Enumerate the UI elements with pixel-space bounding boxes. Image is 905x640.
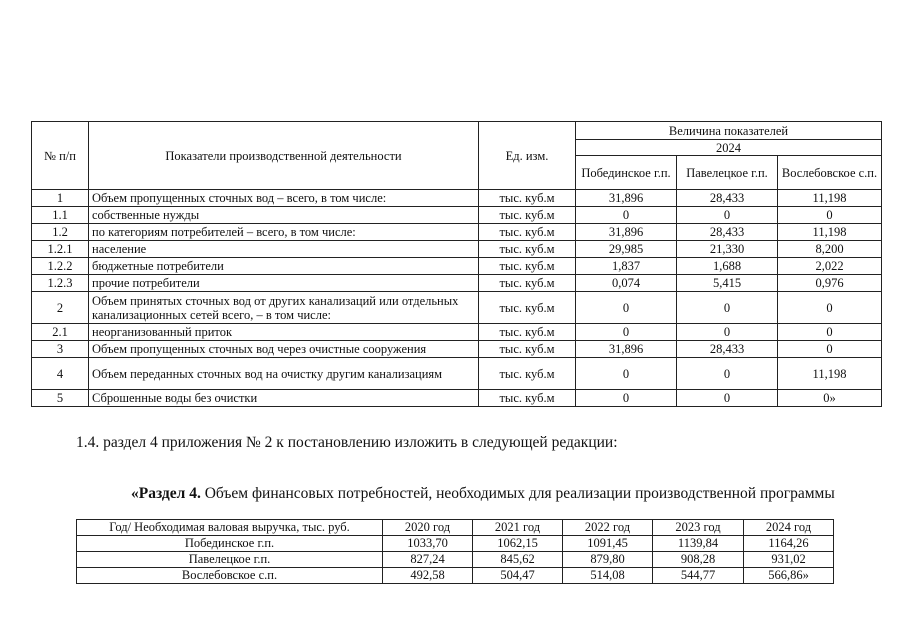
table-row: [32, 190, 882, 207]
row-value-voslebovskoe: 0»: [778, 390, 882, 407]
row-value-paveletskoe: 28,433: [677, 190, 778, 207]
row-value-pobedinskoe: 0: [576, 358, 677, 390]
table-row: [32, 241, 882, 258]
revenue-value: 504,47: [473, 568, 563, 584]
settlement-name: Вослебовское с.п.: [77, 568, 383, 584]
row-num: 1.2.2: [32, 258, 89, 275]
revenue-value: 845,62: [473, 552, 563, 568]
revenue-value: 908,28: [653, 552, 744, 568]
row-num: 1.1: [32, 207, 89, 224]
row-num: 1.2.1: [32, 241, 89, 258]
revenue-value: 1091,45: [563, 536, 653, 552]
row-value-paveletskoe: 28,433: [677, 341, 778, 358]
row-unit: тыс. куб.м: [479, 324, 576, 341]
revenue-value: 1062,15: [473, 536, 563, 552]
row-value-paveletskoe: 28,433: [677, 224, 778, 241]
row-indicator: Объем принятых сточных вод от других канализаций или отдельных канализационных сетей всего, – в том числе:: [89, 292, 479, 324]
revenue-value: 1164,26: [744, 536, 834, 552]
table-row: [32, 258, 882, 275]
row-value-voslebovskoe: 0: [778, 324, 882, 341]
header-num: № п/п: [32, 122, 89, 190]
table-row: [32, 358, 882, 390]
row-value-pobedinskoe: 0,074: [576, 275, 677, 292]
year-header: 2021 год: [473, 520, 563, 536]
row-value-pobedinskoe: 29,985: [576, 241, 677, 258]
header-indicator: Показатели производственной деятельности: [89, 122, 479, 190]
section-4-title-bold: «Раздел 4.: [131, 485, 201, 502]
row-value-pobedinskoe: 0: [576, 292, 677, 324]
row-value-voslebovskoe: 8,200: [778, 241, 882, 258]
table-row: [32, 324, 882, 341]
header-col-paveletskoe: Павелецкое г.п.: [677, 156, 778, 190]
revenue-value: 1033,70: [383, 536, 473, 552]
revenue-value: 544,77: [653, 568, 744, 584]
row-indicator: население: [89, 241, 479, 258]
table-row: [32, 207, 882, 224]
row-value-voslebovskoe: 11,198: [778, 190, 882, 207]
financial-needs-table: [76, 519, 834, 584]
row-num: 1.2.3: [32, 275, 89, 292]
row-num: 1: [32, 190, 89, 207]
row-value-pobedinskoe: 1,837: [576, 258, 677, 275]
row-value-voslebovskoe: 0: [778, 207, 882, 224]
row-num: 3: [32, 341, 89, 358]
section-4-title: [131, 485, 835, 503]
row-value-pobedinskoe: 31,896: [576, 341, 677, 358]
row-num: 2.1: [32, 324, 89, 341]
row-value-paveletskoe: 0: [677, 324, 778, 341]
revenue-value: 566,86»: [744, 568, 834, 584]
row-indicator: по категориям потребителей – всего, в том числе:: [89, 224, 479, 241]
row-unit: тыс. куб.м: [479, 292, 576, 324]
production-indicators-table: [31, 121, 882, 407]
table-row: [32, 275, 882, 292]
year-header: 2020 год: [383, 520, 473, 536]
row-value-paveletskoe: 0: [677, 207, 778, 224]
row-value-voslebovskoe: 0: [778, 341, 882, 358]
row-indicator: прочие потребители: [89, 275, 479, 292]
header-col-voslebovskoe: Вослебовское с.п.: [778, 156, 882, 190]
revenue-value: 492,58: [383, 568, 473, 584]
row-indicator: Объем пропущенных сточных вод – всего, в том числе:: [89, 190, 479, 207]
row-value-pobedinskoe: 0: [576, 207, 677, 224]
row-indicator: собственные нужды: [89, 207, 479, 224]
header-label: Год/ Необходимая валовая выручка, тыс. руб.: [77, 520, 383, 536]
row-num: 1.2: [32, 224, 89, 241]
row-value-pobedinskoe: 0: [576, 324, 677, 341]
row-unit: тыс. куб.м: [479, 258, 576, 275]
row-unit: тыс. куб.м: [479, 241, 576, 258]
row-value-voslebovskoe: 2,022: [778, 258, 882, 275]
row-unit: тыс. куб.м: [479, 390, 576, 407]
year-header: 2024 год: [744, 520, 834, 536]
row-num: 4: [32, 358, 89, 390]
row-num: 2: [32, 292, 89, 324]
header-year: 2024: [576, 140, 882, 156]
row-value-paveletskoe: 0: [677, 358, 778, 390]
table-row: [32, 390, 882, 407]
row-unit: тыс. куб.м: [479, 341, 576, 358]
paragraph-1-4: 1.4. раздел 4 приложения № 2 к постановлению изложить в следующей редакции:: [76, 434, 618, 451]
header-col-pobedinskoe: Побединское г.п.: [576, 156, 677, 190]
year-header: 2023 год: [653, 520, 744, 536]
row-unit: тыс. куб.м: [479, 224, 576, 241]
section-4-title-rest: Объем финансовых потребностей, необходимых для реализации производственной программы: [200, 485, 835, 502]
row-value-paveletskoe: 1,688: [677, 258, 778, 275]
revenue-value: 879,80: [563, 552, 653, 568]
row-indicator: неорганизованный приток: [89, 324, 479, 341]
revenue-value: 514,08: [563, 568, 653, 584]
row-unit: тыс. куб.м: [479, 190, 576, 207]
table-row: [77, 552, 834, 568]
row-indicator: бюджетные потребители: [89, 258, 479, 275]
table-row: [32, 292, 882, 324]
revenue-value: 931,02: [744, 552, 834, 568]
row-indicator: Объем пропущенных сточных вод через очистные сооружения: [89, 341, 479, 358]
row-value-paveletskoe: 0: [677, 292, 778, 324]
row-unit: тыс. куб.м: [479, 358, 576, 390]
row-value-pobedinskoe: 31,896: [576, 224, 677, 241]
table-row: [77, 536, 834, 552]
revenue-value: 1139,84: [653, 536, 744, 552]
row-indicator: Объем переданных сточных вод на очистку другим канализациям: [89, 358, 479, 390]
header-unit: Ед. изм.: [479, 122, 576, 190]
settlement-name: Павелецкое г.п.: [77, 552, 383, 568]
year-header: 2022 год: [563, 520, 653, 536]
row-value-voslebovskoe: 11,198: [778, 224, 882, 241]
revenue-value: 827,24: [383, 552, 473, 568]
row-value-paveletskoe: 21,330: [677, 241, 778, 258]
row-value-pobedinskoe: 31,896: [576, 190, 677, 207]
table-row: [77, 568, 834, 584]
row-value-voslebovskoe: 0,976: [778, 275, 882, 292]
row-unit: тыс. куб.м: [479, 207, 576, 224]
row-num: 5: [32, 390, 89, 407]
header-values-group: Величина показателей: [576, 122, 882, 140]
row-value-paveletskoe: 0: [677, 390, 778, 407]
row-unit: тыс. куб.м: [479, 275, 576, 292]
row-value-voslebovskoe: 0: [778, 292, 882, 324]
row-indicator: Сброшенные воды без очистки: [89, 390, 479, 407]
settlement-name: Побединское г.п.: [77, 536, 383, 552]
table-row: [32, 341, 882, 358]
row-value-voslebovskoe: 11,198: [778, 358, 882, 390]
row-value-paveletskoe: 5,415: [677, 275, 778, 292]
table-row: [32, 224, 882, 241]
row-value-pobedinskoe: 0: [576, 390, 677, 407]
